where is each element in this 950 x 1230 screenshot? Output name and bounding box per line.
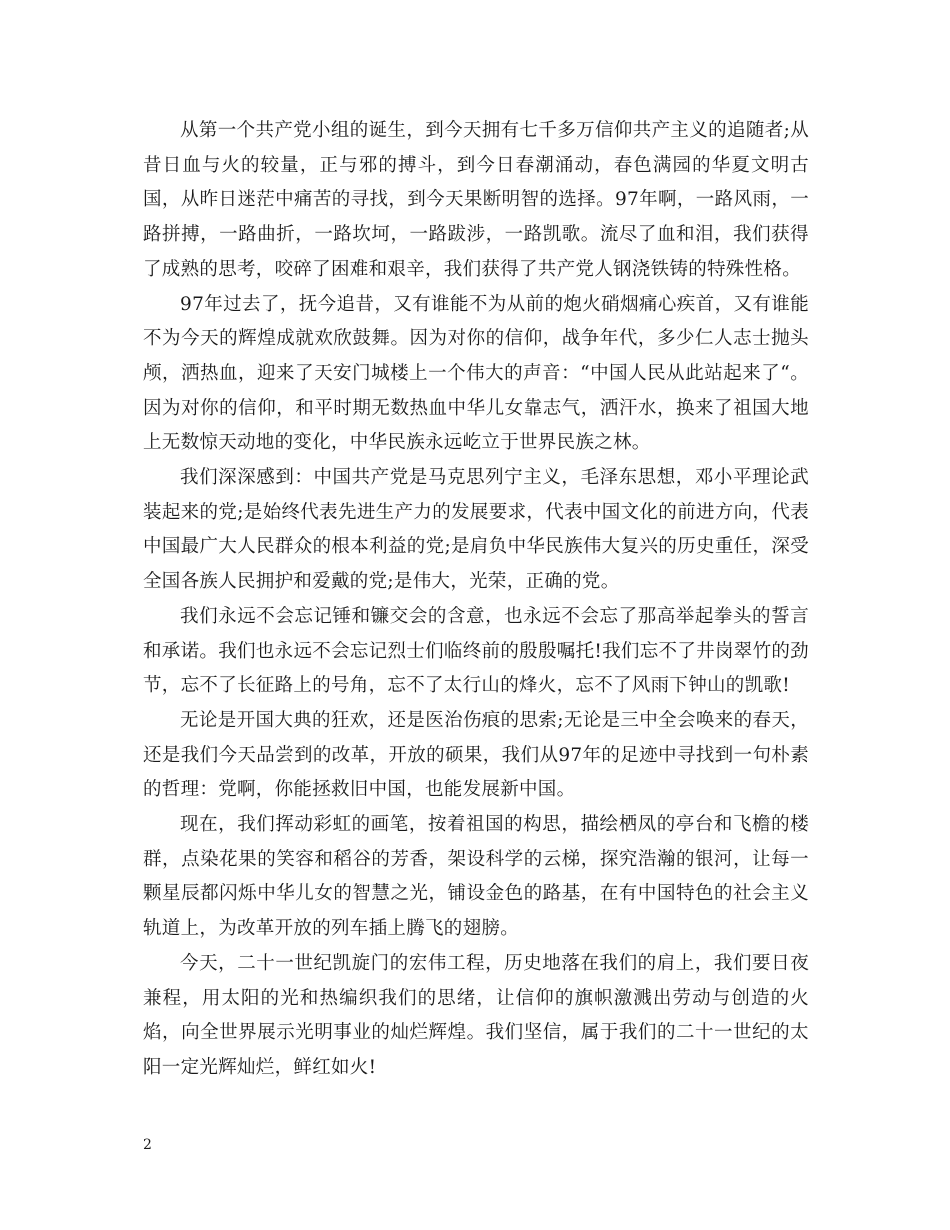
paragraph-4: 我们永远不会忘记锤和镰交会的含意，也永远不会忘了那高举起拳头的誓言和承诺。我们也永远不会忘记烈士们临终前的殷殷嘱托!我们忘不了井岗翠竹的劲节，忘不了长征路上的号角，忘不了太行山的烽火，忘不了风雨下钟山的凯歌! (143, 605, 809, 697)
paragraph-2: 97年过去了，抚今追昔，又有谁能不为从前的炮火硝烟痛心疾首，又有谁能不为今天的辉煌成就欢欣鼓舞。因为对你的信仰，战争年代，多少仁人志士抛头颅，洒热血，迎来了天安门城楼上一个伟大的声音：“中国人民从此站起来了“。因为对你的信仰，和平时期无数热血中华儿女靠志气，洒汗水，换来了祖国大地上无数惊天动地的变化，中华民族永远屹立于世界民族之林。 (143, 293, 809, 454)
document-body (143, 114, 809, 1086)
paragraph-6: 现在，我们挥动彩虹的画笔，按着祖国的构思，描绘栖凤的亭台和飞檐的楼群，点染花果的笑容和稻谷的芳香，架设科学的云梯，探究浩瀚的银河，让每一颗星辰都闪烁中华儿女的智慧之光，铺设金色的路基，在有中国特色的社会主义轨道上，为改革开放的列车插上腾飞的翅膀。 (143, 814, 809, 940)
page-number: 2 (143, 1137, 152, 1153)
paragraph-5: 无论是开国大典的狂欢，还是医治伤痕的思索;无论是三中全会唤来的春天，还是我们今天品尝到的改革，开放的硕果，我们从97年的足迹中寻找到一句朴素的哲理：党啊，你能拯救旧中国，也能发展新中国。 (143, 709, 809, 801)
paragraph-1: 从第一个共产党小组的诞生，到今天拥有七千多万信仰共产主义的追随者;从昔日血与火的较量，正与邪的搏斗，到今日春潮涌动，春色满园的华夏文明古国，从昨日迷茫中痛苦的寻找，到今天果断明智的选择。97年啊，一路风雨，一路拼搏，一路曲折，一路坎坷，一路跋涉，一路凯歌。流尽了血和泪，我们获得了成熟的思考，咬碎了困难和艰辛，我们获得了共产党人钢浇铁铸的特殊性格。 (143, 120, 809, 280)
paragraph-3: 我们深深感到：中国共产党是马克思列宁主义，毛泽东思想，邓小平理论武装起来的党;是始终代表先进生产力的发展要求，代表中国文化的前进方向，代表中国最广大人民群众的根本利益的党;是肩负中华民族伟大复兴的历史重任，深受全国各族人民拥护和爱戴的党;是伟大，光荣，正确的党。 (143, 467, 809, 593)
paragraph-7: 今天，二十一世纪凯旋门的宏伟工程，历史地落在我们的肩上，我们要日夜兼程，用太阳的光和热编织我们的思绪，让信仰的旗帜激溅出劳动与创造的火焰，向全世界展示光明事业的灿烂辉煌。我们坚信，属于我们的二十一世纪的太阳一定光辉灿烂，鲜红如火! (143, 952, 809, 1078)
